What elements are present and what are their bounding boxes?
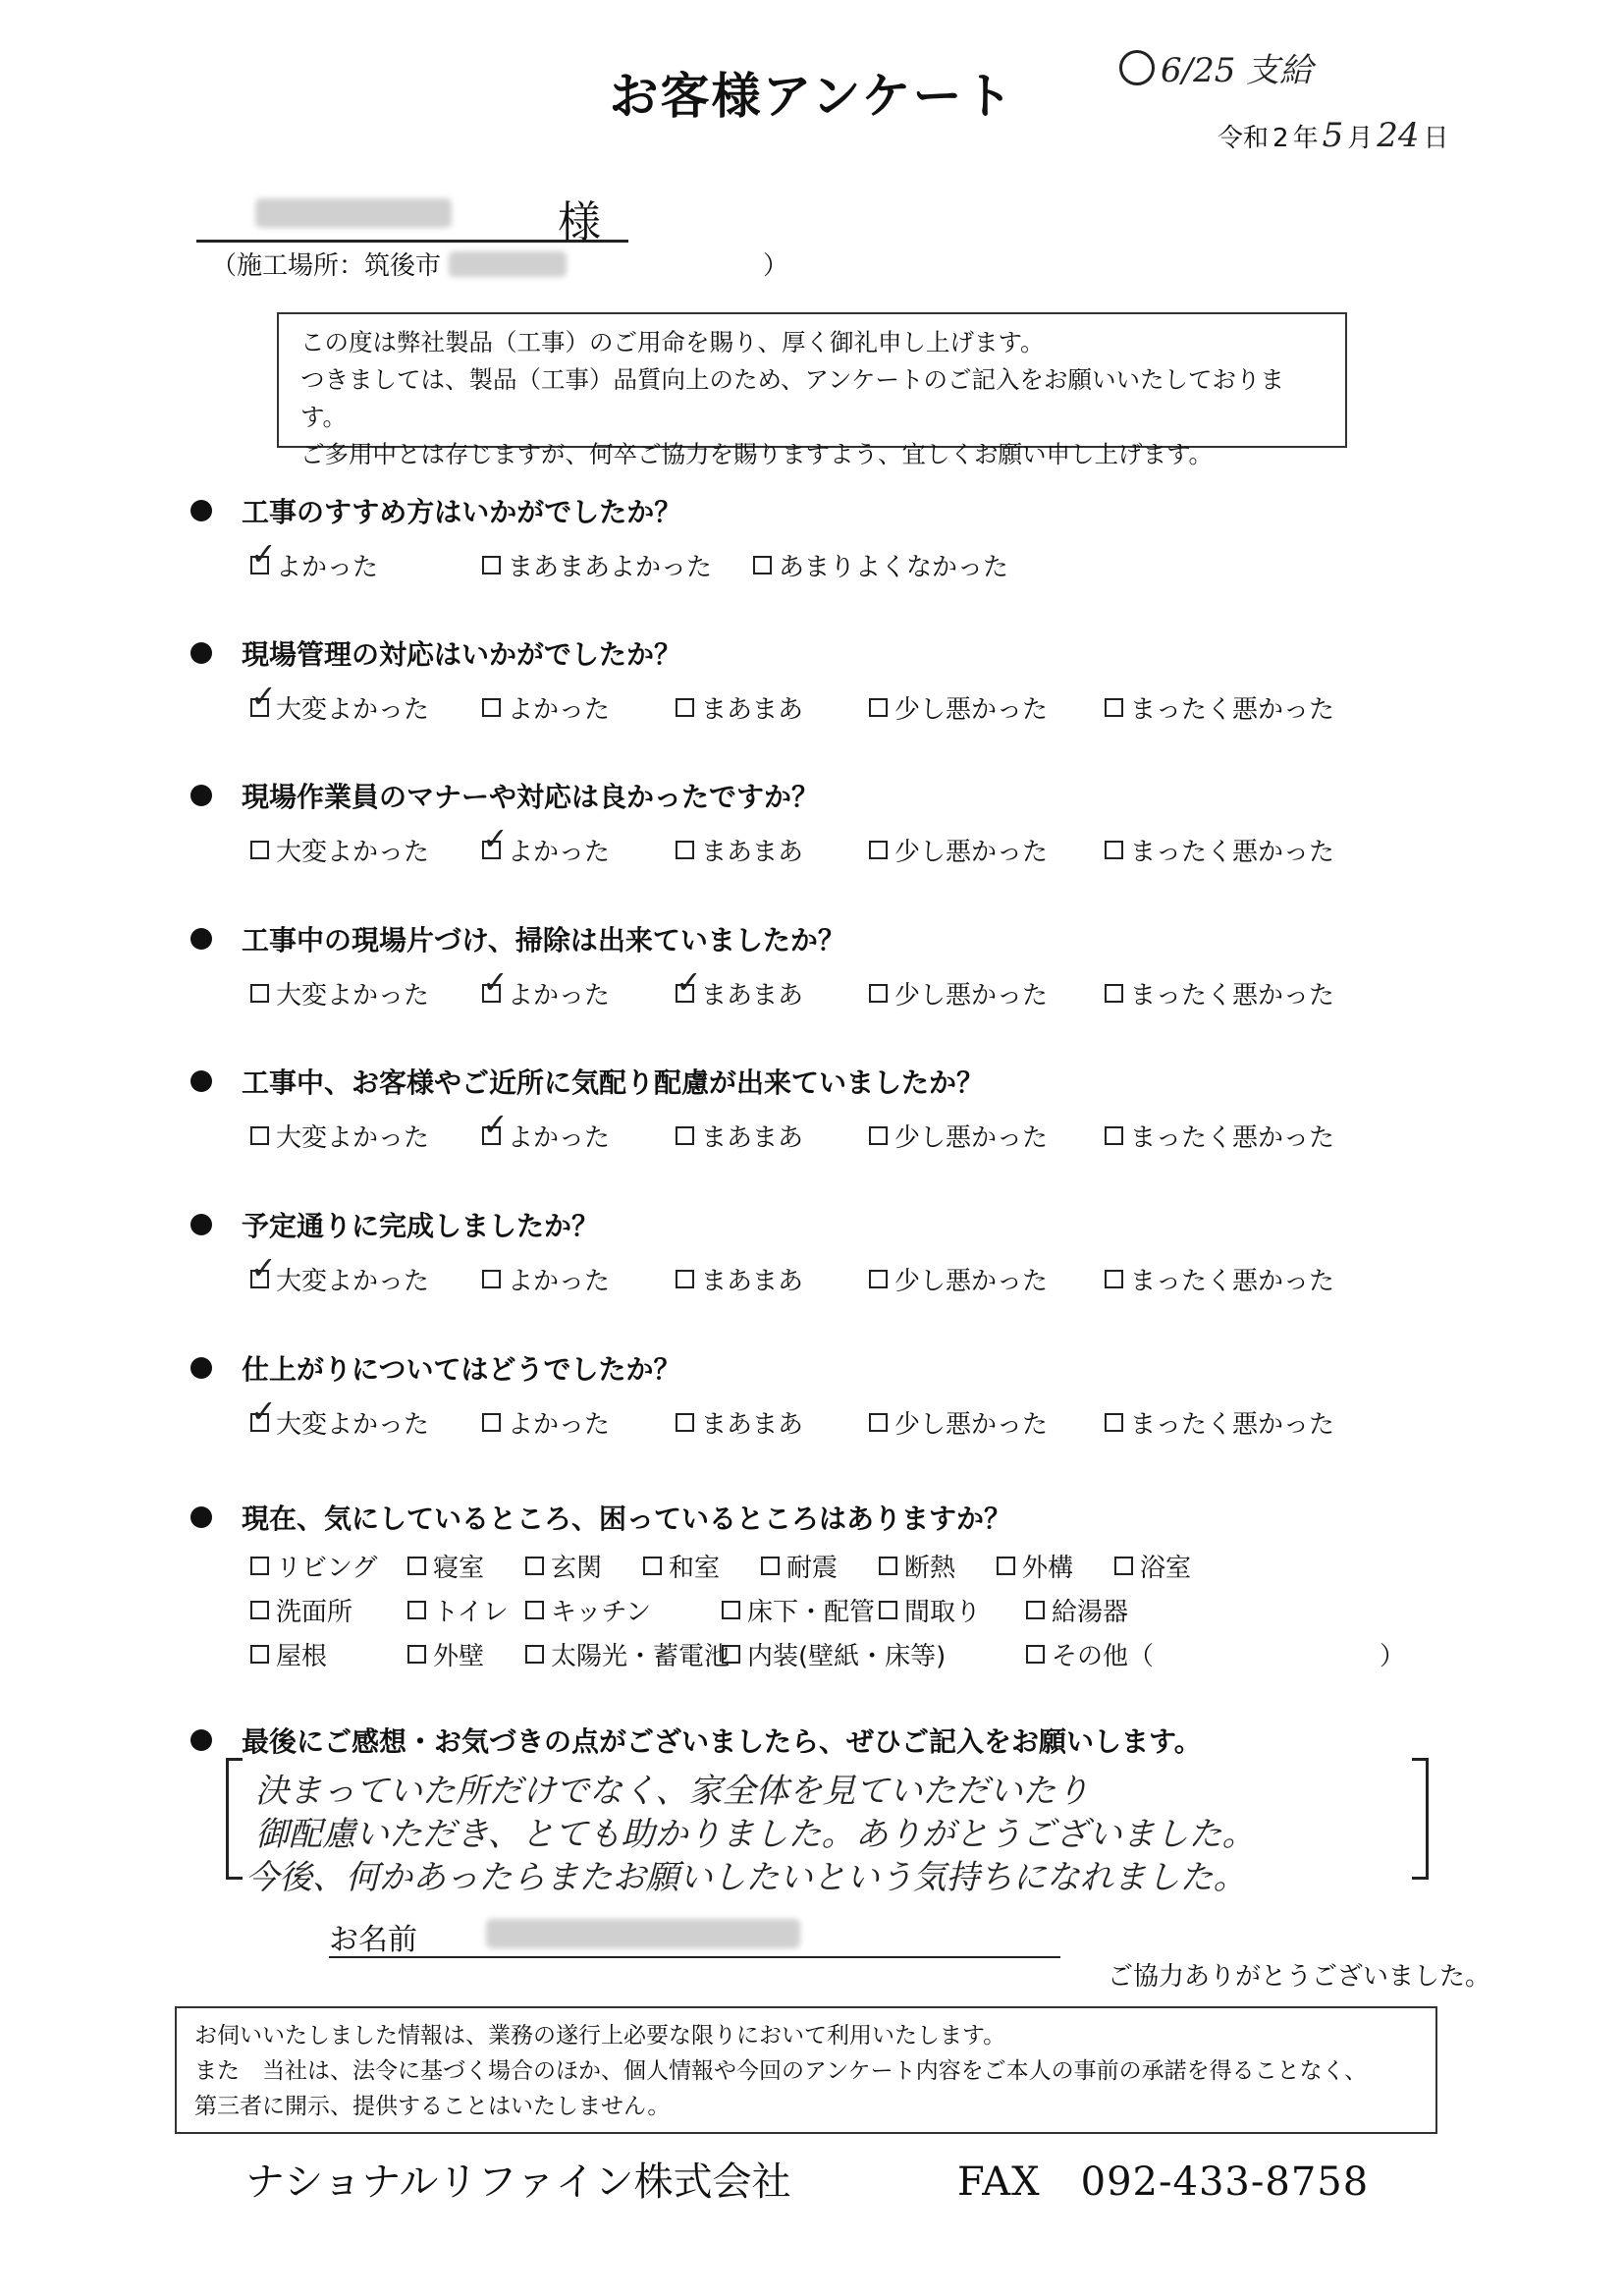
answer-option[interactable] [1105, 689, 1334, 726]
checkbox[interactable] [869, 1413, 888, 1432]
answer-option[interactable] [250, 1249, 430, 1297]
survey-date [1218, 116, 1449, 155]
checkbox[interactable] [250, 841, 269, 859]
check-mark-icon: ✓ [482, 1106, 509, 1143]
checkbox[interactable] [879, 1557, 897, 1575]
option-label: まあまあ [701, 838, 804, 867]
option-label: よかった [508, 838, 611, 867]
option-label: まったく悪かった [1130, 981, 1335, 1011]
checkbox[interactable] [753, 556, 772, 574]
answer-option[interactable] [1105, 832, 1334, 868]
question-4 [190, 919, 845, 958]
concern-label: 断熱 [904, 1554, 956, 1583]
checkbox[interactable] [997, 1557, 1015, 1575]
answer-option[interactable] [482, 1261, 610, 1297]
option-label: よかった [508, 1123, 611, 1153]
checkbox[interactable] [525, 1601, 544, 1619]
survey-title: お客様アンケート [609, 68, 1015, 125]
checkbox[interactable] [1105, 1413, 1123, 1432]
answer-option[interactable] [676, 963, 804, 1011]
concerns-question-text: 現在、気にしているところ、困っているところはありますか？ [242, 1503, 1012, 1535]
checkbox[interactable] [250, 1645, 269, 1664]
thanks-text: ご協力ありがとうございました。 [1108, 1962, 1491, 1992]
concern-label: 耐震 [786, 1554, 839, 1583]
bullet-icon [190, 785, 212, 806]
customer-name-line [196, 187, 628, 247]
checkbox[interactable] [1114, 1557, 1133, 1575]
comment-line: 御配慮いただき、とても助かりました。ありがとうございました。 [255, 1815, 1256, 1854]
answer-option[interactable] [482, 689, 610, 726]
concern-label: その他（ [1052, 1642, 1155, 1671]
checkbox[interactable] [482, 963, 509, 1003]
answer-option[interactable] [753, 547, 1008, 583]
checkbox[interactable] [525, 1645, 544, 1664]
concerns-question [190, 1498, 1011, 1537]
concern-label: 内装(壁紙・床等) [747, 1642, 947, 1671]
answer-option[interactable] [676, 1118, 803, 1154]
answer-option[interactable] [869, 1261, 1048, 1297]
concern-option[interactable] [525, 1548, 602, 1584]
checkbox[interactable] [250, 1557, 269, 1575]
checkbox[interactable] [676, 698, 694, 717]
answer-options [250, 535, 1380, 582]
option-label: まあまあ [701, 981, 804, 1011]
intro-line: この度は弊社製品（工事）のご用命を賜り、厚く御礼申し上げます。 [300, 328, 1045, 356]
concern-option[interactable] [879, 1592, 981, 1628]
concern-option[interactable] [722, 1592, 875, 1628]
checkbox[interactable] [525, 1557, 544, 1575]
question-text: 仕上がりについてはどうでしたか？ [242, 1353, 681, 1386]
checkbox[interactable] [1105, 698, 1123, 717]
concern-label: 寝室 [433, 1554, 485, 1583]
checkbox[interactable] [482, 556, 501, 574]
option-label: 大変よかった [276, 981, 430, 1011]
checkbox[interactable] [250, 984, 269, 1003]
answer-options [250, 1393, 1380, 1440]
redacted-customer-name [255, 198, 452, 228]
question-text: 工事中、お客様やご近所に気配り配慮が出来ていましたか？ [242, 1066, 985, 1099]
option-label: よかった [508, 695, 611, 725]
option-label: まったく悪かった [1130, 695, 1335, 725]
concern-option[interactable] [643, 1548, 720, 1584]
concern-row [250, 1544, 1409, 1588]
option-label: 大変よかった [276, 838, 430, 867]
checkbox[interactable] [722, 1601, 740, 1619]
bullet-icon [190, 1070, 212, 1092]
option-label: よかった [508, 1267, 611, 1296]
comment-line: 決まっていた所だけでなく、家全体を見ていただいたり [255, 1772, 1090, 1811]
concern-row [250, 1632, 1409, 1676]
concern-option[interactable] [525, 1636, 730, 1672]
concern-option[interactable] [879, 1548, 955, 1584]
privacy-line: また 当社は、法令に基づく場合のほか、個人情報や今回のアンケート内容をご本人の事前の承諾を得ることなく、 [194, 2058, 1368, 2084]
option-label: 大変よかった [276, 1267, 430, 1296]
concern-option[interactable] [761, 1548, 838, 1584]
answer-option[interactable] [676, 689, 803, 726]
answer-option[interactable] [482, 963, 611, 1011]
answer-option[interactable] [250, 975, 429, 1011]
comment-bracket-right [1412, 1758, 1429, 1880]
privacy-line: お伺いいたしました情報は、業務の遂行上必要な限りにおいて利用いたします。 [194, 2023, 1006, 2049]
concern-label: 給湯器 [1052, 1598, 1129, 1627]
checkbox[interactable] [879, 1601, 897, 1619]
comment-area [226, 1758, 1429, 1897]
answer-option[interactable] [869, 832, 1048, 868]
question-text: 工事のすすめ方はいかがでしたか？ [242, 496, 682, 528]
comment-question [190, 1721, 1202, 1760]
date-month: 5 [1322, 116, 1344, 155]
answer-option[interactable] [1105, 1404, 1334, 1441]
option-label: あまりよくなかった [779, 553, 1009, 582]
redacted-site-address [449, 251, 567, 277]
option-label: まったく悪かった [1130, 838, 1335, 867]
option-label: まあまあ [701, 1267, 804, 1296]
checkbox[interactable] [407, 1557, 426, 1575]
checkbox[interactable] [1105, 1126, 1123, 1145]
checkbox[interactable] [250, 535, 277, 574]
option-label: 大変よかった [276, 1410, 430, 1440]
question-6 [190, 1205, 599, 1244]
concern-option[interactable] [407, 1592, 509, 1628]
checkbox[interactable] [482, 698, 501, 717]
circle-mark-icon [1119, 50, 1155, 85]
checkbox[interactable] [1105, 841, 1123, 859]
concerns-options [250, 1544, 1409, 1676]
checkbox[interactable] [676, 963, 702, 1003]
question-7 [190, 1348, 680, 1388]
site-city: 筑後市 [364, 251, 442, 281]
date-month-label: 月 [1347, 124, 1374, 153]
checkbox[interactable] [250, 678, 277, 717]
concern-label: 浴室 [1140, 1554, 1192, 1583]
date-year: 2 [1272, 124, 1289, 153]
site-label: （施工場所： [211, 251, 365, 281]
checkbox[interactable] [1026, 1601, 1045, 1619]
answer-option[interactable] [250, 832, 429, 868]
option-label: まあまあ [701, 1410, 804, 1440]
answer-option[interactable] [1105, 1118, 1334, 1154]
answer-option[interactable] [482, 547, 712, 583]
answer-option[interactable] [250, 535, 379, 583]
check-mark-icon: ✓ [250, 1393, 277, 1430]
other-close-paren: ） [1380, 1642, 1406, 1671]
intro-line: ご多用中とは存じますが、何卒ご協力を賜りますよう、宜しくお願い申し上げます。 [300, 440, 1214, 468]
answer-options [250, 1106, 1380, 1153]
concern-label: 外壁 [433, 1642, 485, 1671]
answer-options [250, 963, 1380, 1011]
answer-option[interactable] [676, 1261, 803, 1297]
concern-label: 玄関 [551, 1554, 603, 1583]
handwritten-note [1119, 43, 1313, 91]
question-1 [190, 491, 681, 530]
answer-options [250, 1249, 1380, 1296]
option-label: 少し悪かった [894, 1267, 1049, 1296]
bullet-icon [190, 1506, 212, 1528]
answer-option[interactable] [482, 1106, 611, 1154]
checkbox[interactable] [869, 984, 888, 1003]
checkbox[interactable] [250, 1126, 269, 1145]
respondent-name-line [329, 1915, 1060, 1958]
concern-option[interactable] [1026, 1592, 1128, 1628]
checkbox[interactable] [482, 820, 509, 859]
date-era: 令和 [1218, 124, 1270, 153]
option-label: 少し悪かった [894, 1410, 1049, 1440]
checkbox[interactable] [869, 1126, 888, 1145]
concern-option[interactable] [997, 1548, 1073, 1584]
site-close: ） [763, 251, 789, 281]
checkbox[interactable] [407, 1645, 426, 1664]
check-mark-icon: ✓ [250, 678, 277, 715]
checkbox[interactable] [250, 1601, 269, 1619]
answer-option[interactable] [676, 1404, 803, 1441]
note-text: 6/25 支給 [1161, 51, 1314, 90]
answer-option[interactable] [482, 1404, 610, 1441]
concern-label: 屋根 [276, 1642, 328, 1671]
checkbox[interactable] [1105, 984, 1123, 1003]
answer-option[interactable] [869, 1118, 1048, 1154]
bullet-icon [190, 500, 212, 521]
checkbox[interactable] [407, 1601, 426, 1619]
concern-row [250, 1588, 1409, 1632]
date-year-label: 年 [1292, 124, 1319, 153]
option-label: 少し悪かった [894, 838, 1049, 867]
date-day-label: 日 [1423, 124, 1449, 153]
checkbox[interactable] [482, 1413, 501, 1432]
option-label: よかった [508, 981, 611, 1011]
answer-option[interactable] [1105, 975, 1334, 1011]
comment-bracket-left [226, 1758, 243, 1880]
concern-label: 太陽光・蓄電池 [551, 1642, 731, 1671]
option-label: よかった [276, 553, 379, 582]
question-5 [190, 1062, 984, 1101]
option-label: まったく悪かった [1130, 1123, 1335, 1153]
concern-option[interactable] [1114, 1548, 1191, 1584]
intro-line: つきましては、製品（工事）品質向上のため、アンケートのご記入をお願いいたしております。 [300, 365, 1285, 431]
concern-label: 床下・配管 [747, 1598, 876, 1627]
privacy-line: 第三者に開示、提供することはいたしません。 [194, 2094, 671, 2119]
concern-option[interactable] [407, 1548, 484, 1584]
option-label: 大変よかった [276, 1123, 430, 1153]
checkbox[interactable] [676, 1270, 694, 1288]
option-label: まったく悪かった [1130, 1267, 1335, 1296]
bullet-icon [190, 1357, 212, 1379]
concern-option[interactable] [407, 1636, 484, 1672]
concern-option[interactable] [250, 1592, 352, 1628]
bullet-icon [190, 1729, 212, 1751]
option-label: 大変よかった [276, 695, 430, 725]
answer-option[interactable] [676, 832, 803, 868]
check-mark-icon: ✓ [482, 820, 509, 857]
customer-suffix: 様 [558, 197, 601, 247]
privacy-notice [175, 2006, 1437, 2134]
checkbox[interactable] [250, 1393, 277, 1432]
check-mark-icon: ✓ [250, 535, 277, 573]
company-name: ナショナルリファイン株式会社 [245, 2159, 791, 2205]
question-text: 工事中の現場片づけ、掃除は出来ていましたか？ [242, 924, 845, 957]
answer-option[interactable] [250, 1393, 430, 1441]
intro-box [277, 312, 1347, 468]
bullet-icon [190, 928, 212, 950]
bullet-icon [190, 642, 212, 664]
comment-question-text: 最後にご感想・お気づきの点がございましたら、ぜひご記入をお願いします。 [242, 1725, 1202, 1758]
answer-option[interactable] [250, 1118, 429, 1154]
answer-option[interactable] [250, 678, 430, 726]
answer-option[interactable] [1105, 1261, 1334, 1297]
checkbox[interactable] [482, 1270, 501, 1288]
checkbox[interactable] [643, 1557, 662, 1575]
question-3 [190, 776, 819, 815]
option-label: 少し悪かった [894, 695, 1049, 725]
name-label: お名前 [329, 1923, 417, 1957]
redacted-respondent-name [486, 1919, 800, 1948]
answer-option[interactable] [869, 975, 1048, 1011]
check-mark-icon: ✓ [482, 963, 509, 1001]
concern-label: キッチン [551, 1598, 652, 1627]
checkbox[interactable] [676, 1126, 694, 1145]
option-label: 少し悪かった [894, 1123, 1049, 1153]
check-mark-icon: ✓ [250, 1249, 277, 1286]
concern-option[interactable] [1026, 1636, 1154, 1672]
option-label: まあまあよかった [508, 553, 713, 582]
checkbox[interactable] [482, 1106, 509, 1145]
answer-option[interactable] [482, 820, 611, 868]
option-label: まあまあ [701, 1123, 804, 1153]
question-2 [190, 633, 681, 673]
concern-option[interactable] [722, 1636, 946, 1672]
option-label: まあまあ [701, 695, 804, 725]
concern-label: 洗面所 [276, 1598, 353, 1627]
checkbox[interactable] [869, 698, 888, 717]
checkbox[interactable] [1105, 1270, 1123, 1288]
concern-label: 和室 [669, 1554, 721, 1583]
answer-option[interactable] [869, 689, 1048, 726]
concern-label: 外構 [1022, 1554, 1074, 1583]
concern-label: リビング [276, 1554, 378, 1583]
checkbox[interactable] [869, 1270, 888, 1288]
question-text: 現場作業員のマナーや対応は良かったですか？ [242, 781, 820, 813]
option-label: まったく悪かった [1130, 1410, 1335, 1440]
comment-line: 今後、何かあったらまたお願いしたいという気持ちになれました。 [245, 1858, 1247, 1897]
bullet-icon [190, 1214, 212, 1235]
concern-option[interactable] [250, 1636, 327, 1672]
checkbox[interactable] [676, 841, 694, 859]
concern-option[interactable] [525, 1592, 651, 1628]
option-label: 少し悪かった [894, 981, 1049, 1011]
construction-site [211, 246, 788, 282]
answer-options [250, 678, 1380, 725]
checkbox[interactable] [722, 1645, 740, 1664]
fax-number: FAX 092-433-8758 [957, 2159, 1370, 2205]
answer-options [250, 820, 1380, 867]
date-day: 24 [1377, 116, 1420, 155]
question-text: 予定通りに完成しましたか？ [242, 1210, 600, 1242]
concern-label: 間取り [904, 1598, 982, 1627]
checkbox[interactable] [761, 1557, 780, 1575]
checkbox[interactable] [869, 841, 888, 859]
checkbox[interactable] [250, 1249, 277, 1288]
concern-option[interactable] [250, 1548, 377, 1584]
checkbox[interactable] [676, 1413, 694, 1432]
concern-label: トイレ [433, 1598, 509, 1627]
answer-option[interactable] [869, 1404, 1048, 1441]
option-label: よかった [508, 1410, 611, 1440]
check-mark-icon: ✓ [676, 963, 702, 1001]
question-text: 現場管理の対応はいかがでしたか？ [242, 638, 682, 671]
checkbox[interactable] [1026, 1645, 1045, 1664]
